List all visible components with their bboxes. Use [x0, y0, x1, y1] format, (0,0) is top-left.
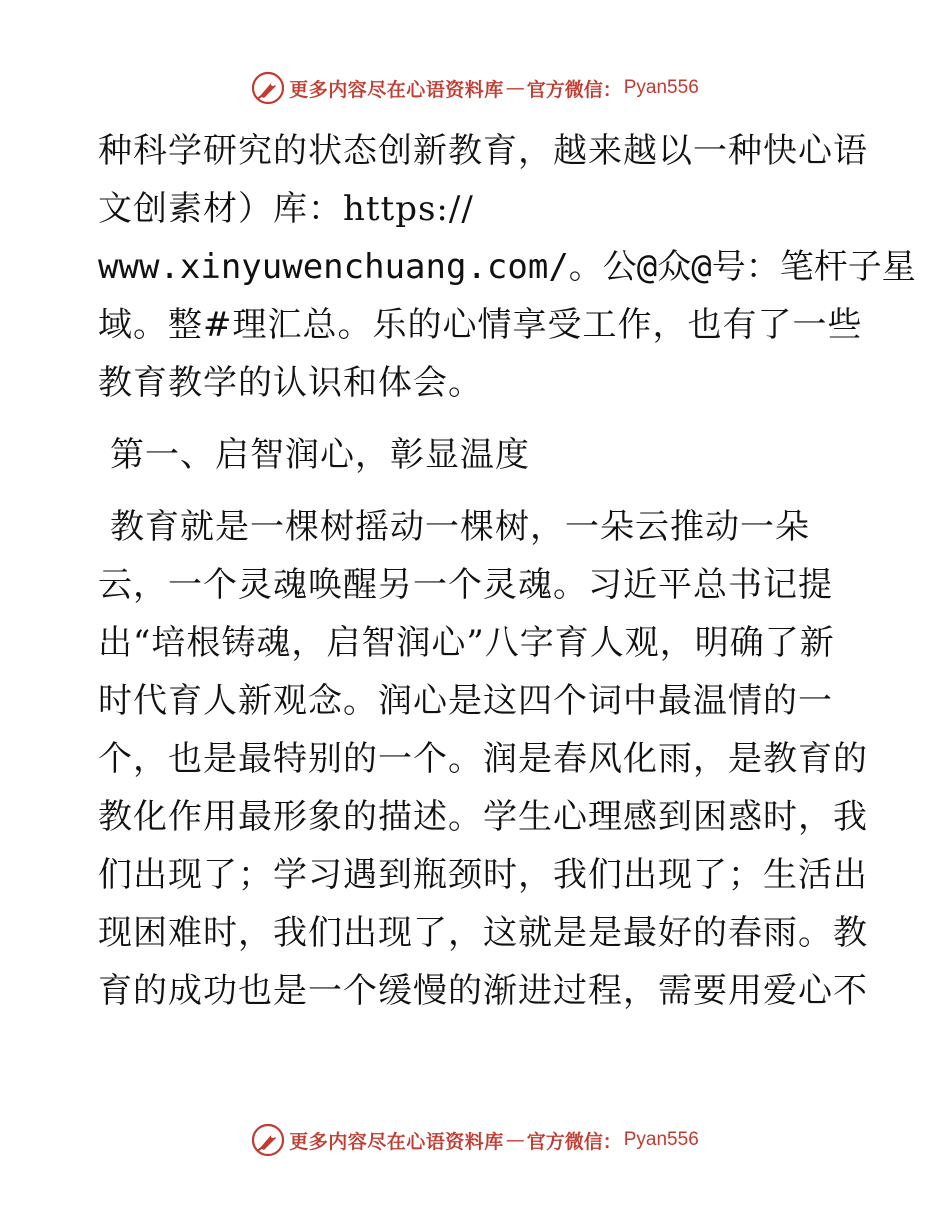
banner-wechat-id: Pyan556 [623, 1129, 699, 1150]
body-line: 教育教学的认识和体会。 [98, 363, 483, 403]
banner-slogan: 更多内容尽在心语资料库 [289, 1130, 504, 1153]
pen-nib-logo-icon [251, 71, 285, 105]
body-line: 文创素材）库：https:// [98, 189, 474, 229]
body-line: 域。整#理汇总。乐的心情享受工作，也有了一些 [98, 305, 863, 345]
header-banner [0, 68, 950, 108]
paragraph-line: 云，一个灵魂唤醒另一个灵魂。习近平总书记提 [98, 565, 833, 605]
banner-separator: — [505, 1129, 525, 1151]
document-body [98, 122, 916, 1020]
body-line: 种科学研究的状态创新教育，越来越以一种快心语 [98, 131, 868, 171]
paragraph-line: 教化作用最形象的描述。学生心理感到困惑时，我 [98, 797, 868, 837]
paragraph-line: 现困难时，我们出现了，这就是是最好的春雨。教 [98, 913, 868, 953]
paragraph-line: 个，也是最特别的一个。润是春风化雨，是教育的 [98, 739, 868, 779]
paragraph-line: 育的成功也是一个缓慢的渐进过程，需要用爱心不 [98, 971, 868, 1011]
banner-official-label: 官方微信： [526, 1130, 622, 1153]
paragraph-line: 们出现了；学习遇到瓶颈时，我们出现了；生活出 [98, 855, 868, 895]
banner-official-label: 官方微信： [526, 78, 622, 101]
pen-nib-logo-icon [251, 1123, 285, 1157]
paragraph-line: 教育就是一棵树摇动一棵树，一朵云推动一朵 [110, 507, 810, 547]
footer-banner [0, 1120, 950, 1160]
body-line: www.xinyuwenchuang.com/。公@众@号：笔杆子星 [98, 247, 916, 287]
banner-wechat-id: Pyan556 [623, 77, 699, 98]
paragraph-line: 时代育人新观念。润心是这四个词中最温情的一 [98, 681, 833, 721]
banner-slogan: 更多内容尽在心语资料库 [289, 78, 504, 101]
paragraph-line: 出“培根铸魂，启智润心”八字育人观，明确了新 [98, 623, 835, 663]
section-heading: 第一、启智润心，彰显温度 [110, 435, 530, 475]
banner-separator: — [505, 77, 525, 99]
